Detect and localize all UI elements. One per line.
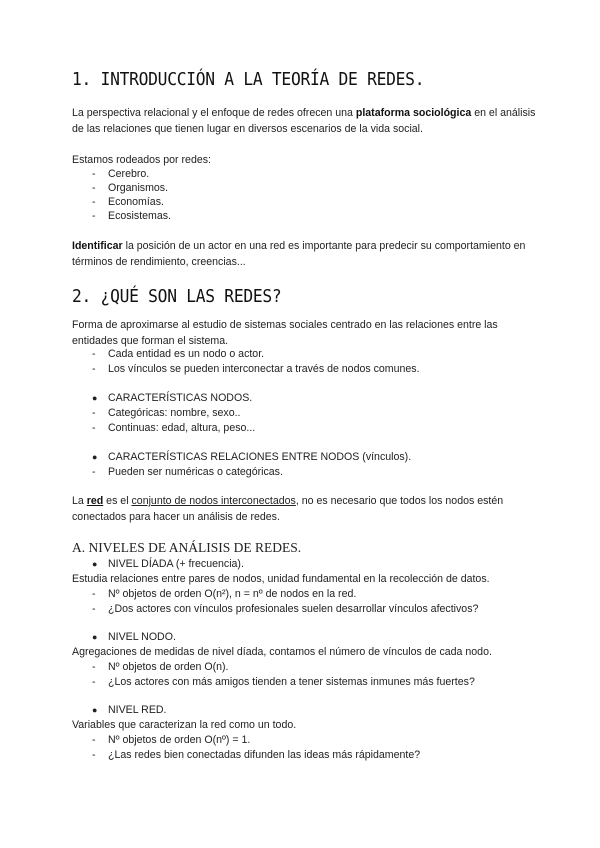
text-run: La perspectiva relacional y el enfoque de redes ofrecen una — [72, 107, 356, 119]
bullet-item: ● NIVEL NODO. — [92, 631, 176, 643]
bold-term: plataforma sociológica — [355, 107, 472, 119]
network-definition: La red es el conjunto de nodos interconectados, no es necesario que todos los nodos estén conectados para hacer un análisis de redes. — [72, 495, 504, 523]
level-description: Agregaciones de medidas de nivel díada, contamos el número de vínculos de cada nodo. — [72, 646, 492, 658]
list-item: - ¿Los actores con más amigos tienden a tener sistemas inmunes más fuertes? — [92, 676, 475, 688]
bullet-item: ● NIVEL RED. — [92, 704, 167, 716]
text-run: en el análisis de las relaciones que tienen lugar en diversos escenarios de la vida social. — [72, 107, 536, 135]
list-item: - Continuas: edad, altura, peso... — [92, 422, 256, 434]
list-item: - Cerebro. — [92, 168, 150, 180]
subsection-a-heading: A. NIVELES DE ANÁLISIS DE REDES. — [72, 540, 302, 555]
networks-intro: Estamos rodeados por redes: — [72, 154, 211, 166]
list-item: - Nº objetos de orden O(nº) = 1. — [92, 734, 251, 746]
underlined-term: conjunto de nodos interconectados — [131, 495, 296, 507]
list-item: - Cada entidad es un nodo o actor. — [92, 348, 265, 360]
section-2-paragraph-1: Forma de aproximarse al estudio de sistemas sociales centrado en las relaciones entre las entidades que forman el sistema. — [72, 319, 498, 347]
list-item: - Organismos. — [92, 182, 169, 194]
list-item: - Categóricas: nombre, sexo.. — [92, 407, 241, 419]
bold-term: Identificar — [72, 240, 123, 252]
list-item: - Pueden ser numéricas o categóricas. — [92, 466, 283, 478]
section-2-heading: 2. ¿QUÉ SON LAS REDES? — [72, 287, 282, 307]
list-item: - ¿Las redes bien conectadas difunden las ideas más rápidamente? — [92, 749, 421, 761]
bullet-item: ● CARACTERÍSTICAS RELACIONES ENTRE NODOS (vínculos). — [92, 451, 412, 463]
section-1-heading: 1. INTRODUCCIÓN A LA TEORÍA DE REDES. — [72, 70, 425, 90]
list-item: - Los vínculos se pueden interconectar a través de nodos comunes. — [92, 363, 420, 375]
section-1-paragraph-2 — [72, 239, 542, 270]
bullet-item: ● CARACTERÍSTICAS NODOS. — [92, 392, 253, 404]
section-1-paragraph-1 — [72, 106, 542, 137]
list-item: - ¿Dos actores con vínculos profesionales suelen desarrollar vínculos afectivos? — [92, 603, 479, 615]
list-item: - Ecosistemas. — [92, 210, 171, 222]
level-description: Estudia relaciones entre pares de nodos, unidad fundamental en la recolección de datos. — [72, 573, 490, 585]
bullet-item: ● NIVEL DÍADA (+ frecuencia). — [92, 558, 244, 570]
list-item: - Nº objetos de orden O(n²), n = nº de nodos en la red. — [92, 588, 357, 600]
list-item: - Nº objetos de orden O(n). — [92, 661, 229, 673]
level-description: Variables que caracterizan la red como un todo. — [72, 719, 297, 731]
list-item: - Economías. — [92, 196, 164, 208]
text-run: la posición de un actor en una red es importante para predecir su comportamiento en términos de rendimiento, creencias... — [72, 240, 526, 268]
